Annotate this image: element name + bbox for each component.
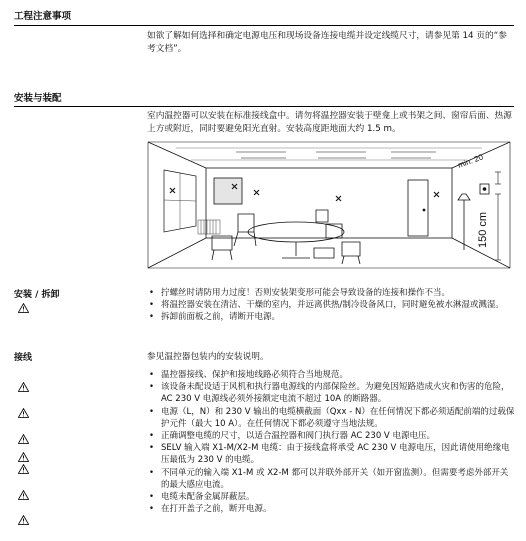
- install-label: 安装 / 拆卸: [14, 290, 60, 300]
- warning-icon: [18, 452, 29, 462]
- wiring-list: [147, 369, 515, 515]
- list-item: • 电源（L，N）和 230 V 输出的电缆横截面（Qxx - N）在任何情况下都必须适配前端的过载保护元件（最大 10 A）。在任何情况下都必须遵守当地法规。: [147, 406, 515, 430]
- dimension-height-label: 150 cm: [477, 211, 489, 248]
- list-item: • SELV 输入端 X1-M/X2-M 电缆：由于接线盒将承受 AC 230 V 电源电压，因此请使用绝缘电压最低为 230 V 的电缆。: [147, 442, 515, 466]
- dimension-min-label: min. 20: [456, 152, 485, 170]
- section-rule: [14, 106, 514, 107]
- warning-icon: [18, 434, 29, 444]
- section-title-engineering: 工程注意事项: [14, 11, 72, 22]
- list-item: • 不同单元的输入端 X1-M 或 X2-M 都可以并联外部开关（如开窗监测）。但需要考虑外部开关的最大感应电流。: [147, 467, 515, 491]
- list-item: • 电缆未配备金属屏蔽层。: [147, 491, 515, 503]
- warning-icon: [18, 515, 29, 525]
- wiring-intro: 参见温控器包装内的安装说明。: [147, 352, 269, 362]
- list-item: • 将温控器安装在清洁、干燥的室内，并远离供热/制冷设备风口，同时避免被水淋湿或溅湿。: [147, 299, 515, 311]
- section-rule: [14, 25, 514, 26]
- list-item: • 温控器接线、保护和接地线路必须符合当地规范。: [147, 369, 515, 381]
- warning-icon: [18, 382, 29, 392]
- warning-icon: [18, 464, 29, 474]
- wiring-label: 接线: [14, 353, 33, 363]
- warning-icon: [18, 303, 29, 313]
- section-title-installation: 安装与装配: [14, 93, 62, 104]
- warning-icon: [18, 408, 29, 418]
- install-list: [147, 287, 515, 324]
- list-item: • 在打开盖子之前，断开电源。: [147, 503, 515, 515]
- installation-paragraph: 室内温控器可以安装在标准接线盒中。请勿将温控器安装于壁龛上或书架之间、窗帘后面、热源上方或附近，同时要避免阳光直射。安装高度距地面大约 1.5 m。: [147, 111, 512, 134]
- list-item: • 拧螺丝时请防用力过度！否则安装架变形可能会导致设备的连接和操作不当。: [147, 287, 515, 299]
- list-item: • 该设备未配设适于风机和执行器电源线的内部保险丝。为避免因短路造成火灾和伤害的危险，AC 230 V 电源线必须外接额定电流不超过 10A 的断路器。: [147, 381, 515, 405]
- list-item: • 拆卸前面板之前，请断开电源。: [147, 311, 515, 323]
- warning-icon: [18, 490, 29, 500]
- list-item: • 正确调整电缆的尺寸，以适合温控器和阀门执行器 AC 230 V 电源电压。: [147, 430, 515, 442]
- engineering-paragraph: 如欲了解如何选择和确定电源电压和现场设备连接电缆并设定线缆尺寸，请参见第 14 页的“参考文档”。: [147, 31, 507, 54]
- room-installation-illustration: [146, 140, 512, 270]
